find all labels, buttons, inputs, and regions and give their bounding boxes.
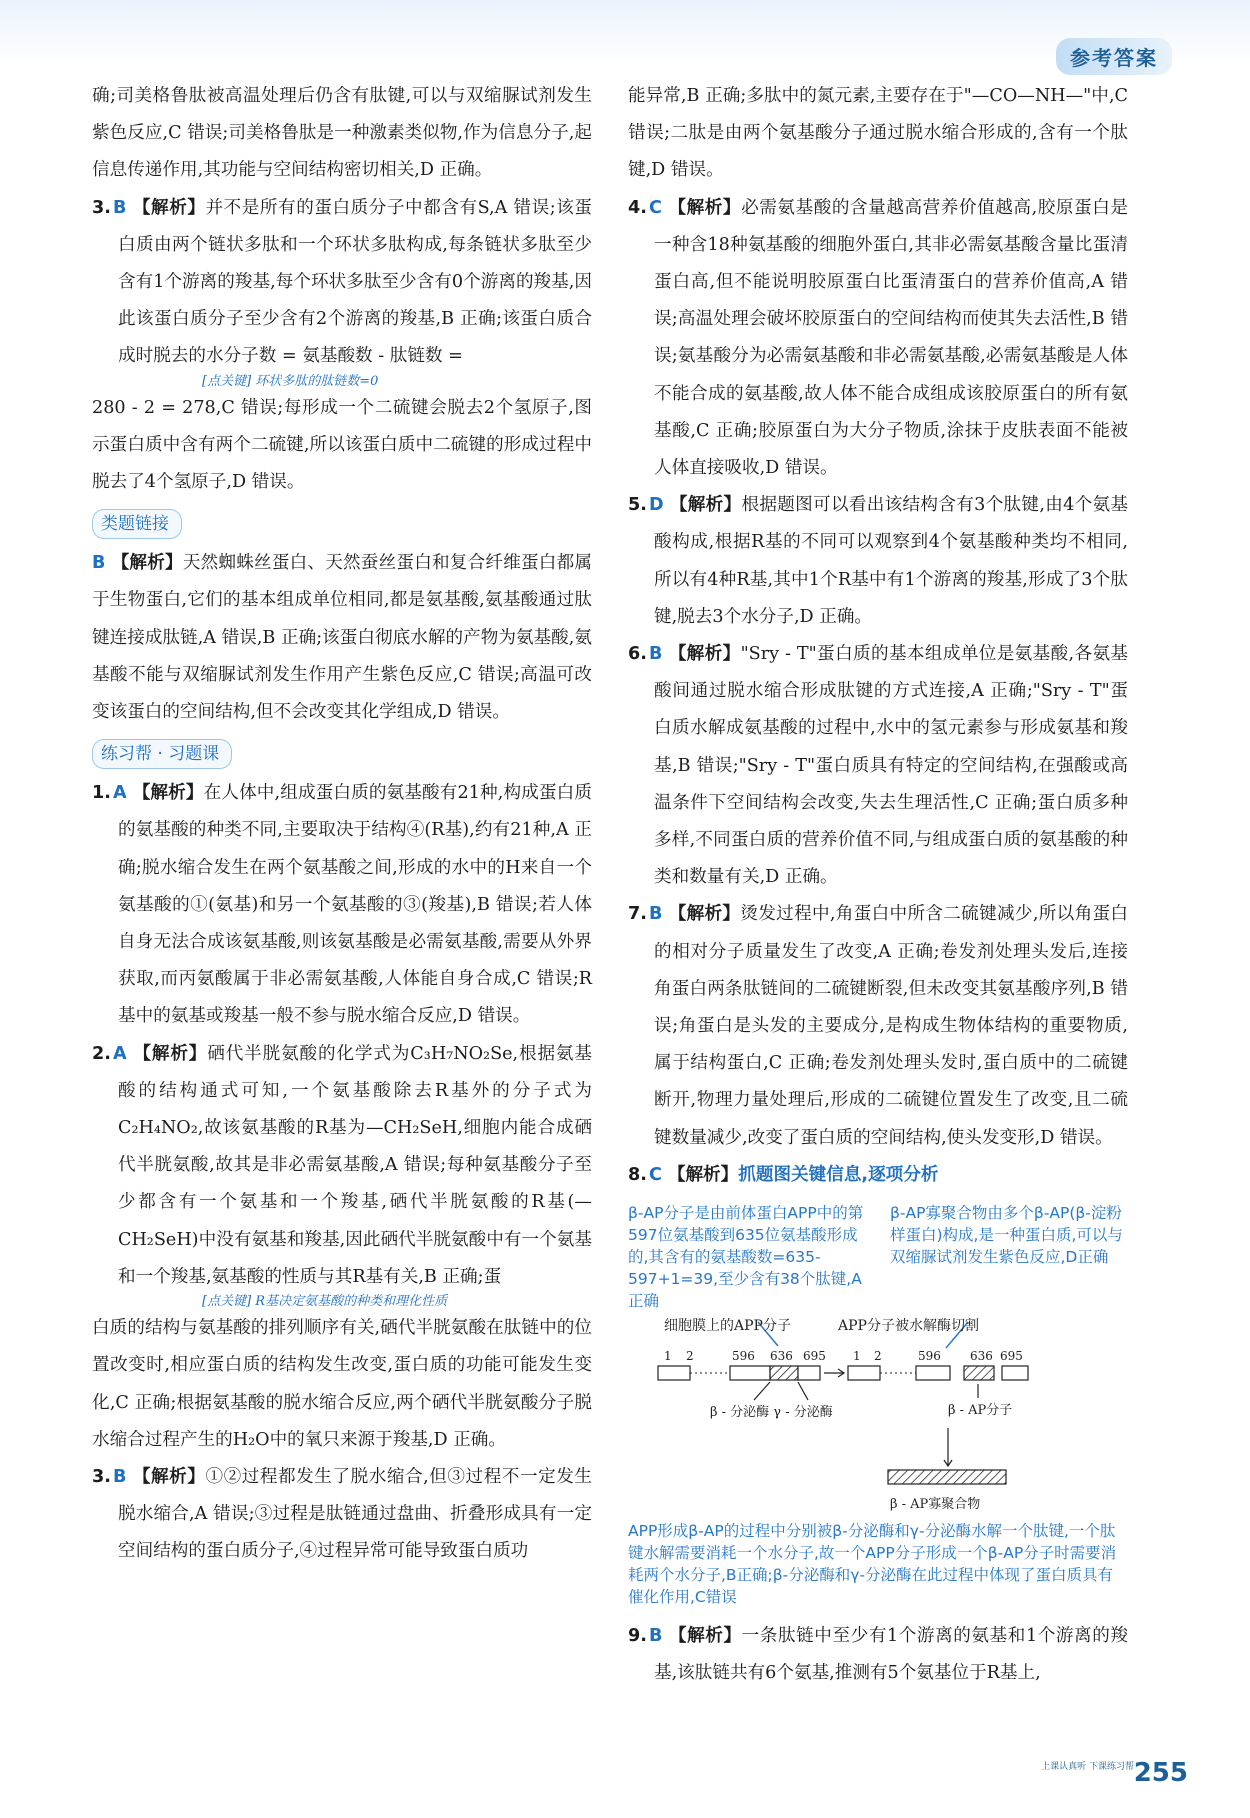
annotation-bc: APP形成β-AP的过程中分别被β-分泌酶和γ-分泌酶水解一个肽键,一个肽键水解需要消耗一个水分子,故一个APP分子形成一个β-AP分子时需要消耗两个水分子,B正确;β-分泌酶和γ-分泌酶在此过程中体现了蛋白质具有催化作用,C错误 <box>628 1522 1117 1607</box>
ap-molecule-label: β - AP分子 <box>948 1403 1013 1419</box>
segment <box>730 1366 770 1380</box>
paragraph: 确;司美格鲁肽被高温处理后仍含有肽键,可以与双缩脲试剂发生紫色反应,C 错误;司美格鲁肽是一种激素类似物,作为信息分子,起信息传递作用,其功能与空间结构密切相关,D 正确。 <box>92 86 592 181</box>
oligomer-bar <box>888 1470 1006 1484</box>
segment <box>916 1366 950 1380</box>
answer-item: 2. A 【解析】硒代半胱氨酸的化学式为C₃H₇NO₂Se,根据氨基酸的结构通式可知,一个氨基酸除去R基外的分子式为C₂H₄NO₂,故该氨基酸的R基为—CH₂SeH,细胞内能合成硒代半胱氨酸,故其是非必需氨基酸,A 错误;每种氨基酸分子至少都含有一个氨基和一个羧基,硒代半胱氨酸的R基(—CH₂SeH)中没有氨基和羧基,因此硒代半胱氨酸中有一个氨基和一个羧基,氨基酸的性质与其R基有关,B 正确;蛋 <box>92 1043 592 1287</box>
key-point-note: [点关键] 环状多肽的肽链数=0 <box>202 373 379 389</box>
app-diagram <box>628 1198 1128 1618</box>
left-column <box>92 78 592 1571</box>
answer-item: 1. A 【解析】在人体中,组成蛋白质的氨基酸有21种,构成蛋白质的氨基酸的种类不同,主要取决于结构④(R基),约有21种,A 正确;脱水缩合发生在两个氨基酸之间,形成的水中的H来自一个氨基酸的①(氨基)和另一个氨基酸的③(羧基),B 错误;若人体自身无法合成该氨基酸,则该氨基酸是必需氨基酸,需要从外界获取,而丙氨酸属于非必需氨基酸,人体能自身合成,C 错误;R基中的氨基或羧基一般不参与脱水缩合反应,D 错误。 <box>92 783 592 1027</box>
residue-2b: 2 <box>874 1349 882 1364</box>
residue-596b: 596 <box>918 1349 941 1364</box>
answer-item: 7. B 【解析】烫发过程中,角蛋白中所含二硫键减少,所以角蛋白的相对分子质量发生了改变,A 正确;卷发剂处理头发后,连接角蛋白两条肽链间的二硫键断裂,但未改变其氨基酸序列,B 错误;角蛋白是头发的主要成分,是构成生物体结构的重要物质,属于结构蛋白,C 正确;卷发剂处理头发时,蛋白质中的二硫键断开,物理力量处理后,形成的二硫键位置发生了改变,且二硫键数量减少,改变了蛋白质的空间结构,使头发变形,D 错误。 <box>628 904 1128 1148</box>
paragraph: 280 - 2 = 278,C 错误;每形成一个二硫键会脱去2个氢原子,图示蛋白质中含有两个二硫键,所以该蛋白质中二硫键的形成过程中脱去了4个氢原子,D 错误。 <box>92 397 592 493</box>
answer-item: B 【解析】天然蜘蛛丝蛋白、天然蚕丝蛋白和复合纤维蛋白都属于生物蛋白,它们的基本组成单位相同,都是氨基酸,氨基酸通过肽键连接成肽链,A 错误,B 正确;该蛋白彻底水解的产物为氨基酸,氨基酸不能与双缩脲试剂发生作用产生紫色反应,C 错误;高温可改变该蛋白的空间结构,但不会改变其化学组成,D 错误。 <box>92 553 592 723</box>
label-membrane: 细胞膜上的APP分子 <box>664 1318 791 1335</box>
residue-1: 1 <box>664 1349 672 1364</box>
ap-segment <box>770 1366 798 1380</box>
residue-1b: 1 <box>853 1349 861 1364</box>
enzyme-labels: β - 分泌酶 γ - 分泌酶 <box>710 1405 833 1421</box>
annotation-a: β-AP分子是由前体蛋白APP中的第597位氨基酸到635位氨基酸形成的,其含有的氨基酸数=635-597+1=39,至少含有38个肽键,A正确 <box>628 1204 864 1311</box>
annotation-d: β-AP寡聚合物由多个β-AP(β-淀粉样蛋白)构成,是一种蛋白质,可以与双缩脲试剂发生紫色反应,D正确 <box>890 1204 1123 1267</box>
answer-item: 3. B 【解析】①②过程都发生了脱水缩合,但③过程不一定发生脱水缩合,A 错误;③过程是肽链通过盘曲、折叠形成具有一定空间结构的蛋白质分子,④过程异常可能导致蛋白质功 <box>92 1466 592 1562</box>
answer-tag: 参考答案 <box>1056 38 1172 75</box>
oligomer-label: β - AP寡聚合物 <box>890 1497 981 1513</box>
section-label: 练习帮 · 习题课 <box>92 739 232 769</box>
section-label: 类题链接 <box>92 509 182 539</box>
ap-segment <box>964 1366 994 1380</box>
answer-item: 8. C 【解析】抓题图关键信息,逐项分析 <box>628 1164 939 1185</box>
page-number: 255 <box>1133 1758 1188 1788</box>
label-cut: APP分子被水解酶切割 <box>838 1318 979 1335</box>
segment <box>1002 1366 1028 1380</box>
residue-596: 596 <box>732 1349 755 1364</box>
right-column <box>628 78 1128 1693</box>
answer-item: 6. B 【解析】"Sry - T"蛋白质的基本组成单位是氨基酸,各氨基酸间通过脱水缩合形成肽键的方式连接,A 正确;"Sry - T"蛋白质水解成氨基酸的过程中,水中的氢元素参与形成氨基和羧基,B 错误;"Sry - T"蛋白质具有特定的空间结构,在强酸或高温条件下空间结构会改变,失去生理活性,C 正确;蛋白质多种多样,不同蛋白质的营养价值不同,与组成蛋白质的氨基酸的种类和数量有关,D 正确。 <box>628 644 1128 888</box>
paragraph: 能异常,B 正确;多肽中的氮元素,主要存在于"—CO—NH—"中,C 错误;二肽是由两个氨基酸分子通过脱水缩合形成的,含有一个肽键,D 错误。 <box>628 86 1128 181</box>
residue-695b: 695 <box>1000 1349 1023 1364</box>
segment <box>848 1366 880 1380</box>
answer-item: 9. B 【解析】一条肽链中至少有1个游离的氨基和1个游离的羧基,该肽链共有6个氨基,推测有5个氨基位于R基上, <box>628 1626 1128 1684</box>
residue-636: 636 <box>770 1349 793 1364</box>
segment <box>658 1366 690 1380</box>
residue-695: 695 <box>803 1349 826 1364</box>
key-point-note: [点关键] R基决定氨基酸的种类和理化性质 <box>202 1294 448 1310</box>
answer-item: 3. B 【解析】并不是所有的蛋白质分子中都含有S,A 错误;该蛋白质由两个链状多肽和一个环状多肽构成,每条链状多肽至少含有1个游离的羧基,每个环状多肽至少含有0个游离的羧基,因此该蛋白质分子至少含有2个游离的羧基,B 正确;该蛋白质合成时脱去的水分子数 = 氨基酸数 - 肽链数 = <box>92 197 592 367</box>
answer-item: 5. D 【解析】根据题图可以看出该结构含有3个肽键,由4个氨基酸构成,根据R基的不同可以观察到4个氨基酸种类均不相同,所以有4种R基,其中1个R基中有1个游离的羧基,形成了3个肽键,脱去3个水分子,D 正确。 <box>628 495 1128 627</box>
footer-slogan: 上课认真听 下课练习帮 <box>1041 1762 1134 1772</box>
answer-item: 4. C 【解析】必需氨基酸的含量越高营养价值越高,胶原蛋白是一种含18种氨基酸的细胞外蛋白,其非必需氨基酸含量比蛋清蛋白高,但不能说明胶原蛋白比蛋清蛋白的营养价值高,A 错误;高温处理会破坏胶原蛋白的空间结构而使其失去活性,B 错误;氨基酸分为必需氨基酸和非必需氨基酸,必需氨基酸是人体不能合成的氨基酸,故人体不能合成组成该胶原蛋白的所有氨基酸,C 正确;胶原蛋白为大分子物质,涂抹于皮肤表面不能被人体直接吸收,D 错误。 <box>628 197 1128 479</box>
segment <box>798 1366 820 1380</box>
residue-2: 2 <box>686 1349 694 1364</box>
residue-636b: 636 <box>970 1349 993 1364</box>
paragraph: 白质的结构与氨基酸的排列顺序有关,硒代半胱氨酸在肽链中的位置改变时,相应蛋白质的结构发生改变,蛋白质的功能可能发生变化,C 正确;根据氨基酸的脱水缩合反应,两个硒代半胱氨酸分子脱水缩合过程产生的H₂O中的氧只来源于羧基,D 正确。 <box>92 1318 592 1450</box>
